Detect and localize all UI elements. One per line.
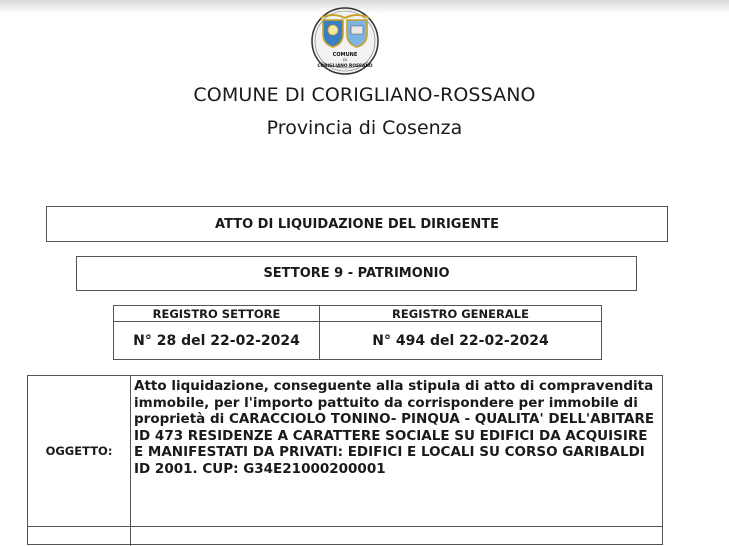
document-title-box [46,206,668,242]
organization-name: COMUNE DI CORIGLIANO-ROSSANO [193,84,536,106]
svg-text:CORIGLIANO ROSSANO: CORIGLIANO ROSSANO [317,64,373,69]
registry-general-value: N° 494 del 22-02-2024 [372,332,549,349]
subject-row-divider [28,526,662,527]
subject-column-divider [130,526,131,546]
sector-box [76,256,637,291]
subject-table [27,375,663,545]
sector-title: SETTORE 9 - PATRIMONIO [263,266,450,281]
registry-sector-header: REGISTRO SETTORE [114,306,320,322]
svg-text:COMUNE: COMUNE [332,52,358,58]
registry-table [113,305,602,360]
registry-sector-value: N° 28 del 22-02-2024 [114,322,320,359]
document-title: ATTO DI LIQUIDAZIONE DEL DIRIGENTE [215,216,499,232]
subject-label: OGGETTO: [28,376,131,526]
svg-text:DI: DI [343,58,347,62]
organization-province: Provincia di Cosenza [266,117,463,139]
registry-general-header: REGISTRO GENERALE [320,306,601,322]
municipal-seal-logo [310,6,380,76]
subject-text: Atto liquidazione, conseguente alla stipula di atto di compravendita immobile, per l'importo pattuito da corrispondere per immobile di proprietà di CARACCIOLO TONINO- PINQUA - QUALITA' DELL'ABITARE ID 473 RESIDENZE A CARATTERE SOCIALE SU EDIFICI DA ACQUISIRE E MANIFESTATI DA PRIVATI: EDIFICI E LOCALI SU CORSO GARIBALDI ID 2001. CUP: G34E21000200001 [134,378,655,477]
